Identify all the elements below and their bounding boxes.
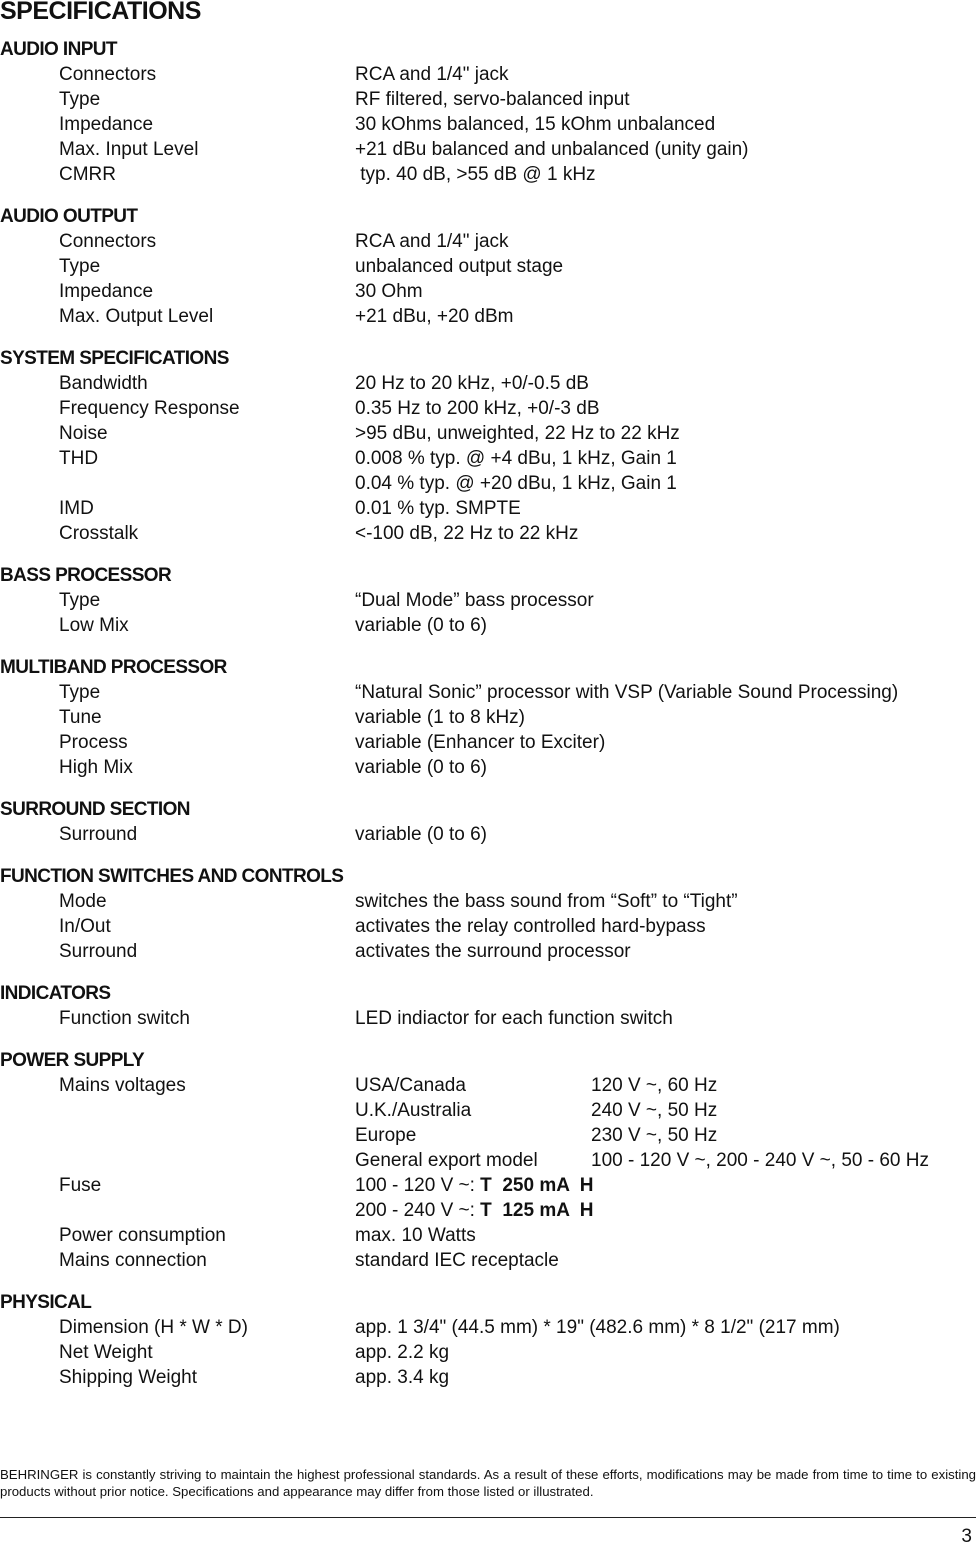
- spec-value: 0.35 Hz to 200 kHz, +0/-3 dB: [355, 398, 600, 419]
- mains-voltage: 120 V ~, 60 Hz: [591, 1075, 718, 1096]
- spec-row-mains: [0, 1073, 976, 1098]
- spec-row: [0, 254, 976, 279]
- spec-row: [0, 162, 976, 187]
- spec-label: Mode: [59, 891, 107, 912]
- spec-row: [0, 939, 976, 964]
- fuse-rating: T 125 mA H: [480, 1200, 594, 1221]
- spec-value: app. 2.2 kg: [355, 1342, 450, 1363]
- spec-row: [0, 304, 976, 329]
- spec-label: Dimension (H * W * D): [59, 1317, 248, 1338]
- spec-value: “Natural Sonic” processor with VSP (Variable Sound Processing): [355, 682, 899, 703]
- spec-row-fuse: [0, 1198, 976, 1223]
- spec-value: variable (0 to 6): [355, 615, 488, 636]
- spec-row: [0, 396, 976, 421]
- spec-label: Function switch: [59, 1008, 190, 1029]
- spec-label: Process: [59, 732, 128, 753]
- section-title: POWER SUPPLY: [0, 1050, 145, 1071]
- section-bass-processor: [0, 563, 976, 638]
- spec-value: 30 Ohm: [355, 281, 423, 302]
- spec-label: Frequency Response: [59, 398, 240, 419]
- section-multiband-processor: [0, 655, 976, 780]
- section-title: MULTIBAND PROCESSOR: [0, 657, 227, 678]
- section-indicators: [0, 981, 976, 1031]
- spec-row: [0, 1006, 976, 1031]
- spec-row: [0, 371, 976, 396]
- spec-value: >95 dBu, unweighted, 22 Hz to 22 kHz: [355, 423, 680, 444]
- spec-value: app. 3.4 kg: [355, 1367, 450, 1388]
- spec-row: [0, 471, 976, 496]
- spec-row-mains: [0, 1123, 976, 1148]
- spec-row: [0, 914, 976, 939]
- spec-row-fuse: [0, 1173, 976, 1198]
- spec-label: Connectors: [59, 231, 157, 252]
- spec-row: [0, 496, 976, 521]
- spec-value: app. 1 3/4" (44.5 mm) * 19" (482.6 mm) * 8 1/2" (217 mm): [355, 1317, 840, 1338]
- section-title: SYSTEM SPECIFICATIONS: [0, 348, 229, 369]
- spec-value: switches the bass sound from “Soft” to “Tight”: [355, 891, 738, 912]
- spec-row: [0, 87, 976, 112]
- spec-label: Max. Output Level: [59, 306, 214, 327]
- spec-label: IMD: [59, 498, 94, 519]
- spec-value: variable (1 to 8 kHz): [355, 707, 526, 728]
- spec-value: 0.04 % typ. @ +20 dBu, 1 kHz, Gain 1: [355, 473, 677, 494]
- spec-label: Net Weight: [59, 1342, 153, 1363]
- spec-label: Bandwidth: [59, 373, 148, 394]
- spec-value: activates the relay controlled hard-bypass: [355, 916, 706, 937]
- section-title: PHYSICAL: [0, 1292, 92, 1313]
- spec-row: [0, 680, 976, 705]
- spec-value: <-100 dB, 22 Hz to 22 kHz: [355, 523, 579, 544]
- spec-row: [0, 421, 976, 446]
- spec-value: 20 Hz to 20 kHz, +0/-0.5 dB: [355, 373, 589, 394]
- section-audio-input: [0, 37, 976, 187]
- spec-value: “Dual Mode” bass processor: [355, 590, 594, 611]
- spec-label: Impedance: [59, 114, 154, 135]
- section-title: AUDIO OUTPUT: [0, 206, 138, 227]
- spec-label: Mains connection: [59, 1250, 207, 1271]
- spec-label: Shipping Weight: [59, 1367, 198, 1388]
- spec-value: variable (0 to 6): [355, 757, 488, 778]
- spec-value: variable (Enhancer to Exciter): [355, 732, 606, 753]
- spec-value: typ. 40 dB, >55 dB @ 1 kHz: [355, 164, 596, 185]
- spec-row: [0, 112, 976, 137]
- spec-value: standard IEC receptacle: [355, 1250, 559, 1271]
- section-title: SURROUND SECTION: [0, 799, 190, 820]
- mains-region: USA/Canada: [355, 1075, 466, 1096]
- spec-value: activates the surround processor: [355, 941, 631, 962]
- spec-row: [0, 705, 976, 730]
- spec-row: [0, 446, 976, 471]
- spec-label: Fuse: [59, 1175, 102, 1196]
- spec-label: Tune: [59, 707, 102, 728]
- spec-label: In/Out: [59, 916, 111, 937]
- spec-value: +21 dBu, +20 dBm: [355, 306, 514, 327]
- spec-label: Type: [59, 89, 101, 110]
- spec-row: [0, 137, 976, 162]
- spec-row: [0, 755, 976, 780]
- section-system-specifications: [0, 346, 976, 546]
- spec-value: variable (0 to 6): [355, 824, 488, 845]
- mains-voltage: 100 - 120 V ~, 200 - 240 V ~, 50 - 60 Hz: [591, 1150, 929, 1171]
- spec-label: Power consumption: [59, 1225, 226, 1246]
- spec-value: +21 dBu balanced and unbalanced (unity gain): [355, 139, 749, 160]
- spec-row: [0, 1365, 976, 1390]
- section-title: AUDIO INPUT: [0, 39, 117, 60]
- spec-value: RCA and 1/4" jack: [355, 231, 509, 252]
- fuse-value: [355, 1173, 594, 1198]
- specifications-list: [0, 37, 976, 1407]
- mains-region: Europe: [355, 1125, 417, 1146]
- spec-label: Connectors: [59, 64, 157, 85]
- spec-row: [0, 1223, 976, 1248]
- mains-voltage: 240 V ~, 50 Hz: [591, 1100, 718, 1121]
- page-title: SPECIFICATIONS: [0, 0, 201, 25]
- spec-row: [0, 229, 976, 254]
- spec-value: 30 kOhms balanced, 15 kOhm unbalanced: [355, 114, 716, 135]
- spec-row: [0, 822, 976, 847]
- spec-label: THD: [59, 448, 99, 469]
- spec-value: 0.01 % typ. SMPTE: [355, 498, 521, 519]
- spec-value: max. 10 Watts: [355, 1225, 476, 1246]
- spec-label: Impedance: [59, 281, 154, 302]
- spec-label: Max. Input Level: [59, 139, 199, 160]
- spec-row: [0, 521, 976, 546]
- mains-voltage: 230 V ~, 50 Hz: [591, 1125, 718, 1146]
- spec-label: CMRR: [59, 164, 116, 185]
- spec-label: Noise: [59, 423, 108, 444]
- spec-value: 0.008 % typ. @ +4 dBu, 1 kHz, Gain 1: [355, 448, 677, 469]
- spec-row: [0, 889, 976, 914]
- section-title: BASS PROCESSOR: [0, 565, 172, 586]
- section-title: FUNCTION SWITCHES AND CONTROLS: [0, 866, 344, 887]
- spec-value: LED indiactor for each function switch: [355, 1008, 673, 1029]
- spec-row: [0, 1315, 976, 1340]
- spec-value: RCA and 1/4" jack: [355, 64, 509, 85]
- section-title: INDICATORS: [0, 983, 111, 1004]
- spec-label: Crosstalk: [59, 523, 139, 544]
- spec-row: [0, 279, 976, 304]
- spec-value: unbalanced output stage: [355, 256, 564, 277]
- footer-divider: [0, 1517, 976, 1518]
- spec-row-mains: [0, 1098, 976, 1123]
- spec-label: Type: [59, 590, 101, 611]
- disclaimer-note: BEHRINGER is constantly striving to maintain the highest professional standards. As a result of these efforts, modifications may be made from time to time to existing products without prior notice. Specifications and appearance may differ from those listed or illustrated.: [0, 1467, 976, 1499]
- spec-label: Type: [59, 682, 101, 703]
- section-physical: [0, 1290, 976, 1390]
- fuse-range: 100 - 120 V ~:: [355, 1175, 481, 1196]
- spec-label: High Mix: [59, 757, 133, 778]
- spec-label: Low Mix: [59, 615, 129, 636]
- spec-row-mains: [0, 1148, 976, 1173]
- spec-label: Mains voltages: [59, 1075, 186, 1096]
- section-function-switches: [0, 864, 976, 964]
- section-surround: [0, 797, 976, 847]
- mains-region: General export model: [355, 1150, 538, 1171]
- spec-row: [0, 613, 976, 638]
- section-power-supply: [0, 1048, 976, 1273]
- spec-row: [0, 1340, 976, 1365]
- spec-label: Surround: [59, 824, 138, 845]
- spec-row: [0, 62, 976, 87]
- spec-row: [0, 730, 976, 755]
- spec-label: Surround: [59, 941, 138, 962]
- spec-row: [0, 1248, 976, 1273]
- spec-row: [0, 588, 976, 613]
- section-audio-output: [0, 204, 976, 329]
- page-number: 3: [961, 1526, 972, 1547]
- fuse-value: [355, 1198, 594, 1223]
- fuse-rating: T 250 mA H: [480, 1175, 594, 1196]
- spec-label: Type: [59, 256, 101, 277]
- fuse-range: 200 - 240 V ~:: [355, 1200, 481, 1221]
- mains-region: U.K./Australia: [355, 1100, 472, 1121]
- spec-value: RF filtered, servo-balanced input: [355, 89, 630, 110]
